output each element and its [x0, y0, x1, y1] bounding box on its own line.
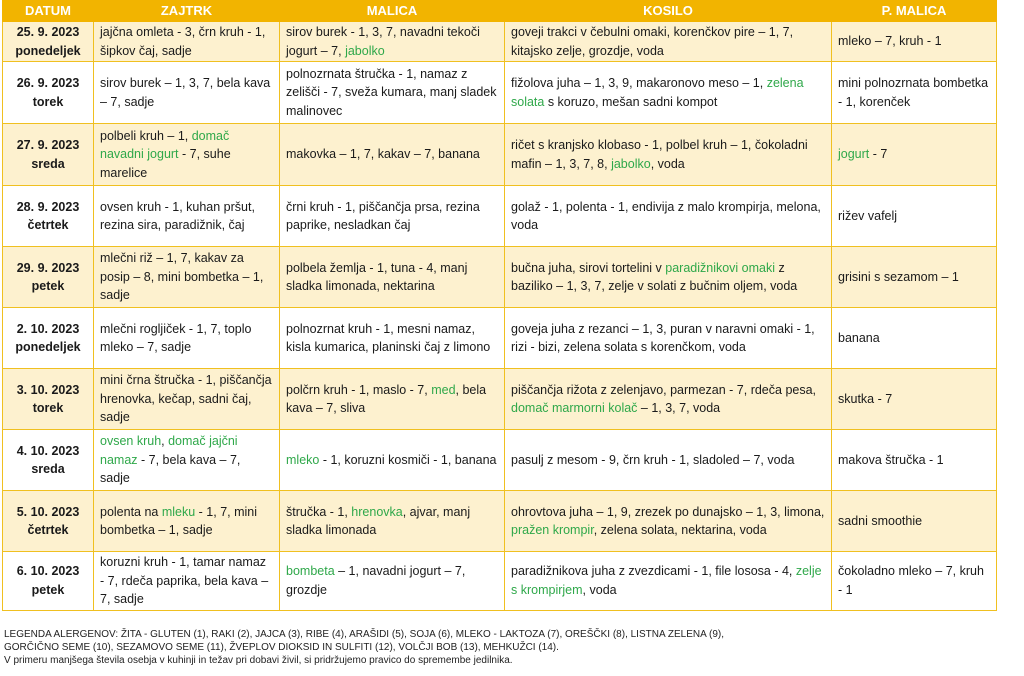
weekday-text: četrtek [27, 523, 69, 537]
pmalica-cell [832, 308, 997, 369]
meal-text: koruzni kruh - 1, tamar namaz - 7, rdeča paprika, bela kava – 7, sadje [100, 555, 269, 606]
highlighted-item-text: domač jajčni namaz [100, 434, 238, 467]
kosilo-cell [505, 186, 832, 247]
pmalica-cell [832, 186, 997, 247]
weekday-text: ponedeljek [15, 43, 81, 58]
meal-text: polčrn kruh - 1, maslo - 7, [286, 382, 432, 397]
meal-text: s koruzo, mešan sadni kompot [544, 94, 718, 109]
column-header-zajtrk: ZAJTRK [94, 1, 280, 22]
zajtrk-cell [94, 247, 280, 308]
date-cell [3, 247, 94, 308]
meal-text: ohrovtova juha – 1, 9, zrezek po dunajsko – 1, 3, limona, [511, 504, 825, 519]
highlighted-item-text: med [431, 382, 456, 397]
weekly-menu-table [2, 0, 997, 611]
meal-text: , bela kava – 7, sliva [286, 382, 487, 415]
kosilo-cell [505, 491, 832, 552]
meal-text: mini črna štručka - 1, piščančja hrenovka, kečap, sadni čaj, sadje [100, 373, 272, 425]
column-header-pmalica: P. MALICA [832, 1, 997, 22]
meal-text: - 7, bela kava – 7, sadje [100, 452, 241, 486]
weekday-text: torek [32, 94, 64, 109]
menu-row [3, 369, 997, 430]
highlighted-item-text: paradižnikovi omaki [665, 260, 776, 275]
malica-cell [280, 186, 505, 247]
highlighted-item-text: domač marmorni kolač [511, 401, 638, 415]
weekday-text: sreda [31, 156, 65, 171]
weekday-text: sreda [31, 462, 65, 476]
date-cell [3, 491, 94, 552]
meal-text: - 7 [869, 147, 888, 162]
weekday-text: četrtek [27, 218, 69, 232]
meal-text: banana [838, 330, 880, 345]
highlighted-item-text: jogurt [838, 147, 870, 162]
zajtrk-cell [94, 430, 280, 491]
date-text: 4. 10. 2023 [16, 443, 80, 458]
malica-cell [280, 369, 505, 430]
header-row [3, 1, 997, 22]
malica-cell [280, 247, 505, 308]
zajtrk-cell [94, 552, 280, 611]
malica-cell [280, 430, 505, 491]
pmalica-cell [832, 62, 997, 124]
meal-text: – 1, navadni jogurt – 7, grozdje [286, 564, 466, 597]
menu-body [3, 22, 997, 611]
malica-cell [280, 62, 505, 124]
kosilo-cell [505, 124, 832, 186]
meal-text: goveja juha z rezanci – 1, 3, puran v naravni omaki - 1, rizi - bizi, zelena solata s korenčkom, voda [511, 321, 815, 354]
meal-text: polenta na [100, 504, 162, 519]
menu-row [3, 62, 997, 124]
meal-text: mini polnozrnata bombetka - 1, korenček [838, 76, 989, 109]
date-cell [3, 552, 94, 611]
kosilo-cell [505, 552, 832, 611]
kosilo-cell [505, 22, 832, 62]
zajtrk-cell [94, 22, 280, 62]
meal-text: , voda [582, 582, 617, 597]
weekday-text: petek [31, 582, 65, 597]
menu-row [3, 124, 997, 186]
date-text: 6. 10. 2023 [16, 564, 80, 579]
meal-text: skutka - 7 [838, 391, 893, 406]
pmalica-cell [832, 22, 997, 62]
meal-text: grisini s sezamom – 1 [838, 269, 959, 284]
highlighted-item-text: hrenovka [351, 504, 403, 519]
zajtrk-cell [94, 124, 280, 186]
malica-cell [280, 308, 505, 369]
meal-text: - 7, suhe marelice [100, 147, 231, 180]
meal-text: štručka - 1, [286, 504, 352, 519]
meal-text: polnozrnat kruh - 1, mesni namaz, kisla kumarica, planinski čaj z limono [286, 321, 491, 354]
meal-text: z baziliko – 1, 3, 7, zelje v solati z bučnim oljem, voda [511, 260, 798, 293]
meal-text: črni kruh - 1, piščančja prsa, rezina paprike, nesladkan čaj [286, 199, 480, 232]
legend-line-1: LEGENDA ALERGENOV: ŽITA - GLUTEN (1), RAKI (2), JAJCA (3), RIBE (4), ARAŠIDI (5), SOJA (6), MLEKO - LAKTOZA (7), OREŠČKI (8), LISTNA ZELENA (9), [4, 629, 724, 640]
meal-text: , ajvar, manj sladka limonada [286, 504, 471, 537]
column-header-kosilo: KOSILO [505, 1, 832, 22]
date-cell [3, 430, 94, 491]
meal-text: sadni smoothie [838, 513, 923, 528]
date-cell [3, 62, 94, 124]
date-cell [3, 369, 94, 430]
meal-text: polbeli kruh – 1, [100, 128, 192, 143]
legend-line-2: GORČIČNO SEME (10), SEZAMOVO SEME (11), ŽVEPLOV DIOKSID IN SULFITI (12), VOLČJI BOB (13), MEHKUŽCI (14). [4, 642, 559, 653]
pmalica-cell [832, 247, 997, 308]
meal-text: polbela žemlja - 1, tuna - 4, manj sladka limonada, nektarina [286, 260, 468, 293]
highlighted-item-text: mleko [286, 452, 320, 467]
meal-text: - 1, 7, mini bombetka – 1, sadje [100, 504, 258, 537]
date-cell [3, 22, 94, 62]
malica-cell [280, 22, 505, 62]
meal-text: polnozrnata štručka - 1, namaz z zelišči - 7, sveža kumara, manj sladek malinovec [286, 66, 497, 118]
pmalica-cell [832, 430, 997, 491]
date-text: 29. 9. 2023 [16, 260, 80, 275]
zajtrk-cell [94, 62, 280, 124]
meal-text: paradižnikova juha z zvezdicami - 1, file lososa - 4, [511, 564, 796, 579]
meal-text: čokoladno mleko – 7, kruh - 1 [838, 564, 984, 597]
meal-text: - 1, koruzni kosmiči - 1, banana [319, 452, 497, 467]
menu-row [3, 430, 997, 491]
meal-text: jajčna omleta - 3, črn kruh - 1, šipkov čaj, sadje [100, 25, 266, 58]
kosilo-cell [505, 308, 832, 369]
meal-text: mlečni rogljiček - 1, 7, toplo mleko – 7, sadje [100, 321, 252, 354]
weekday-text: ponedeljek [15, 340, 81, 354]
highlighted-item-text: domač navadni jogurt [100, 128, 230, 162]
highlighted-item-text: mleku [161, 504, 196, 519]
weekday-text: petek [31, 279, 65, 293]
zajtrk-cell [94, 491, 280, 552]
meal-text: , voda [650, 156, 685, 171]
meal-text: bučna juha, sirovi tortelini v [511, 260, 666, 275]
date-text: 26. 9. 2023 [16, 76, 80, 90]
menu-row [3, 491, 997, 552]
meal-text: sirov burek - 1, 3, 7, navadni tekoči jogurt – 7, [286, 25, 480, 58]
date-text: 5. 10. 2023 [16, 504, 80, 519]
date-cell [3, 308, 94, 369]
column-header-malica: MALICA [280, 1, 505, 22]
meal-text: ovsen kruh - 1, kuhan pršut, rezina sira, paradižnik, čaj [100, 199, 255, 232]
weekday-text: torek [32, 401, 64, 415]
meal-text: mlečni riž – 1, 7, kakav za posip – 8, mini bombetka – 1, sadje [100, 251, 264, 303]
pmalica-cell [832, 491, 997, 552]
menu-row [3, 22, 997, 62]
meal-text: rižev vafelj [838, 208, 898, 223]
pmalica-cell [832, 552, 997, 611]
menu-row [3, 186, 997, 247]
date-text: 28. 9. 2023 [16, 199, 80, 214]
meal-text: , [161, 434, 169, 449]
pmalica-cell [832, 369, 997, 430]
meal-text: makova štručka - 1 [838, 452, 944, 467]
column-header-datum: DATUM [3, 1, 94, 22]
highlighted-item-text: zelje s krompirjem [511, 564, 822, 597]
highlighted-item-text: zelena solata [511, 76, 804, 109]
meal-text: ričet s kranjsko klobaso - 1, polbel kruh – 1, čokoladni mafin – 1, 3, 7, 8, [511, 138, 808, 171]
date-text: 2. 10. 2023 [16, 321, 80, 336]
meal-text: sirov burek – 1, 3, 7, bela kava – 7, sadje [100, 76, 271, 109]
meal-text: piščančja rižota z zelenjavo, parmezan - 7, rdeča pesa, [511, 382, 817, 397]
meal-text: goveji trakci v čebulni omaki, korenčkov pire – 1, 7, kitajsko zelje, grozdje, voda [511, 25, 794, 58]
meal-text: golaž - 1, polenta - 1, endivija z malo krompirja, melona, voda [511, 199, 821, 232]
highlighted-item-text: pražen krompir [511, 523, 594, 537]
menu-change-note: V primeru manjšega števila osebja v kuhinji in težav pri dobavi živil, si pridržujemo pravico do spremembe jedilnika. [4, 655, 513, 666]
pmalica-cell [832, 124, 997, 186]
meal-text: pasulj z mesom - 9, črn kruh - 1, sladoled – 7, voda [511, 452, 795, 467]
date-text: 27. 9. 2023 [16, 138, 80, 152]
meal-text: fižolova juha – 1, 3, 9, makaronovo meso – 1, [511, 76, 767, 90]
date-cell [3, 124, 94, 186]
meal-text: – 1, 3, 7, voda [637, 401, 721, 415]
zajtrk-cell [94, 369, 280, 430]
highlighted-item-text: jabolko [611, 156, 651, 171]
allergen-legend [4, 628, 1004, 667]
malica-cell [280, 491, 505, 552]
date-text: 25. 9. 2023 [16, 25, 80, 39]
date-cell [3, 186, 94, 247]
kosilo-cell [505, 430, 832, 491]
meal-text: mleko – 7, kruh - 1 [838, 34, 942, 49]
zajtrk-cell [94, 308, 280, 369]
kosilo-cell [505, 247, 832, 308]
malica-cell [280, 552, 505, 611]
meal-text: makovka – 1, 7, kakav – 7, banana [286, 147, 480, 162]
menu-row [3, 552, 997, 611]
highlighted-item-text: jabolko [345, 43, 385, 58]
date-text: 3. 10. 2023 [16, 382, 80, 397]
highlighted-item-text: bombeta [286, 564, 335, 579]
meal-text: , zelena solata, nektarina, voda [593, 523, 767, 537]
kosilo-cell [505, 62, 832, 124]
kosilo-cell [505, 369, 832, 430]
menu-row [3, 247, 997, 308]
menu-row [3, 308, 997, 369]
malica-cell [280, 124, 505, 186]
highlighted-item-text: ovsen kruh [100, 434, 162, 449]
zajtrk-cell [94, 186, 280, 247]
